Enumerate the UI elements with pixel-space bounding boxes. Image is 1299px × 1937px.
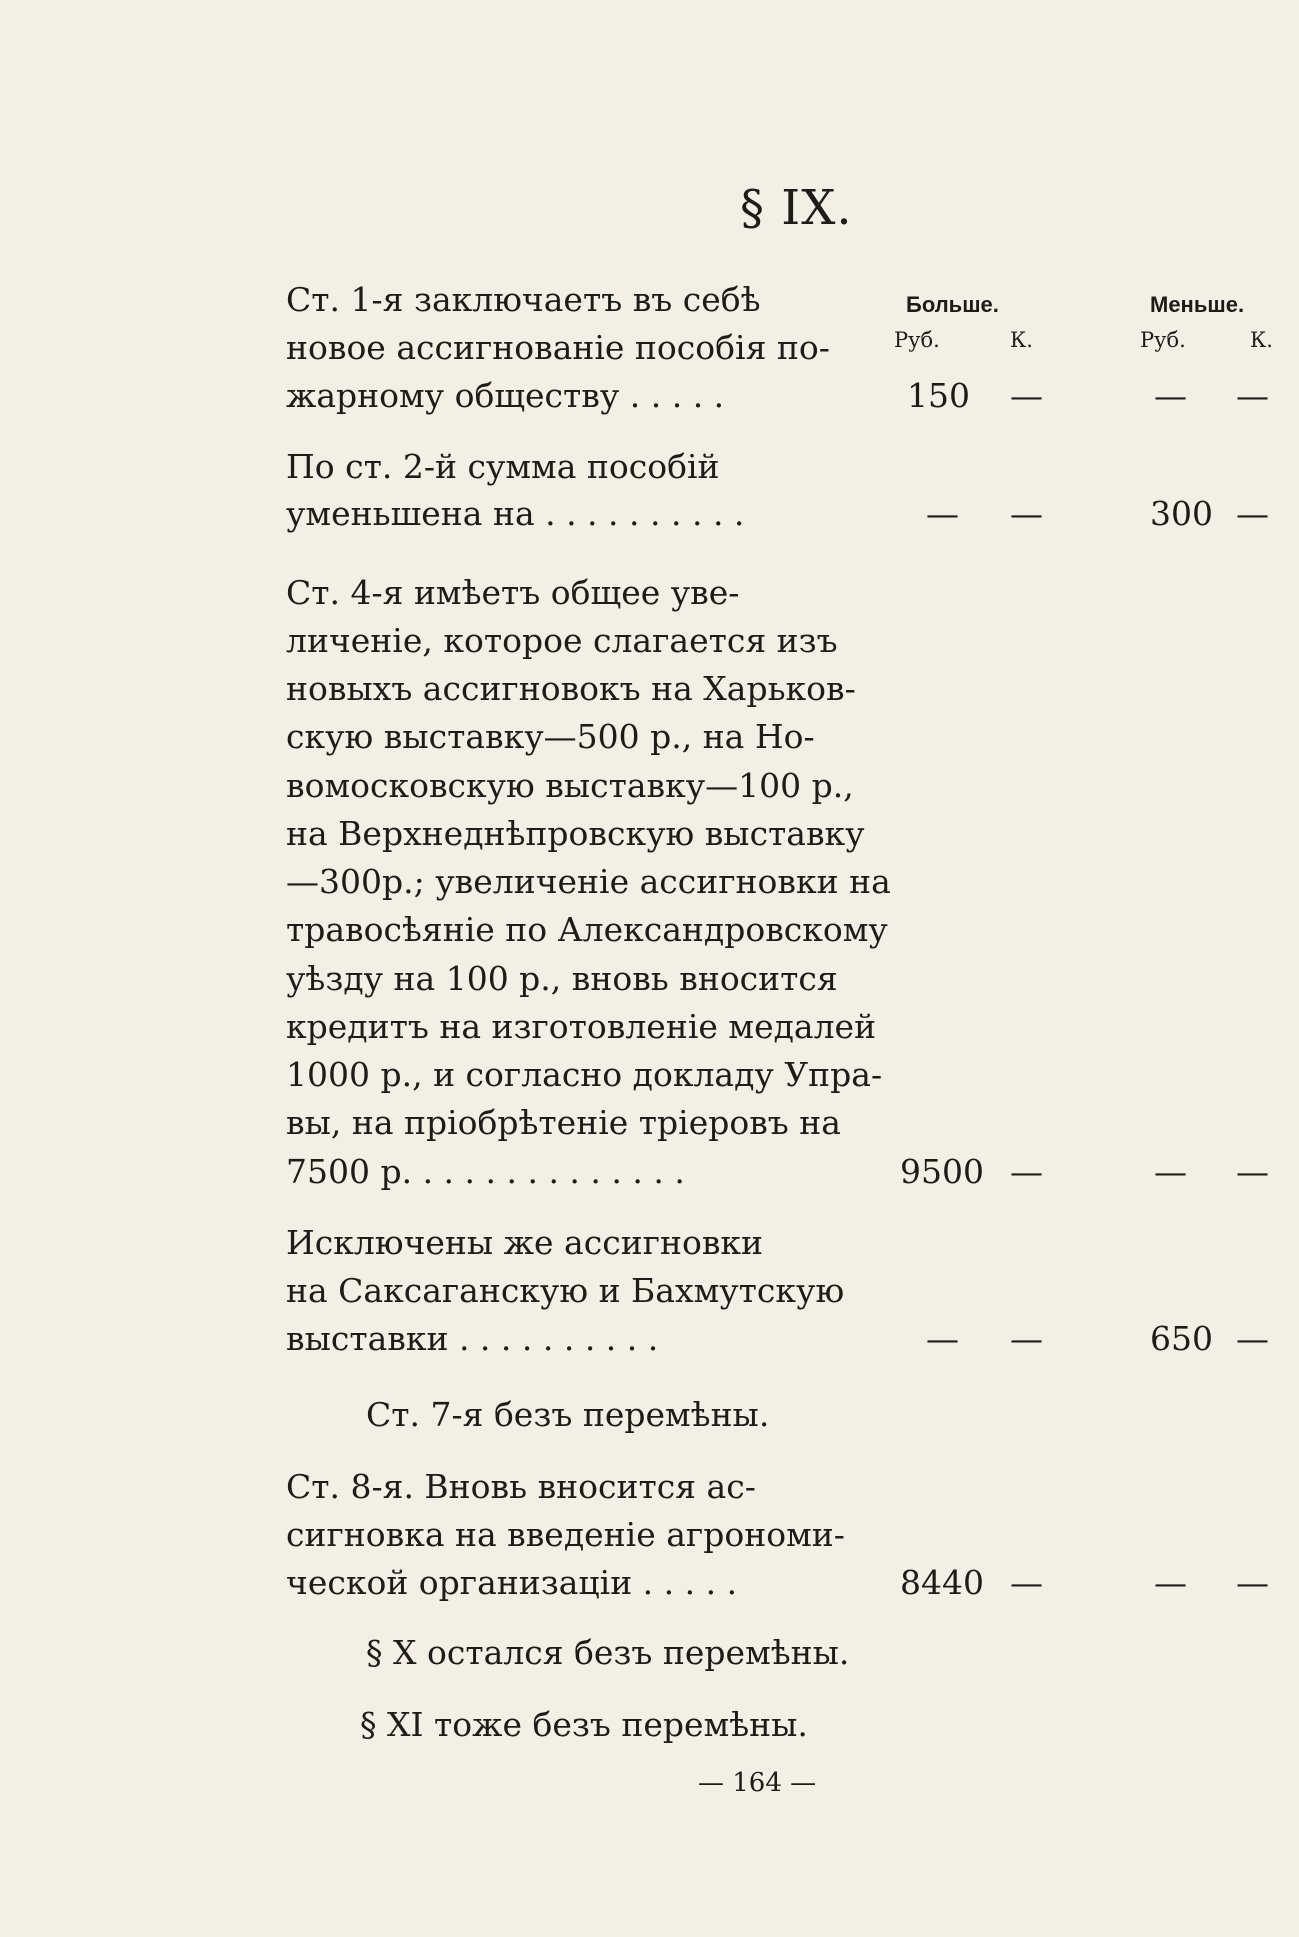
text-line: 1000 р., и согласно докладу Упра- <box>286 1055 883 1094</box>
text-line: —300р.; увеличеніе ассигновки на <box>286 862 891 901</box>
header-more: Больше. <box>906 292 999 317</box>
more-kop-value: — <box>1010 1563 1043 1602</box>
text-line: на Верхнеднѣпровскую выставку <box>286 814 865 853</box>
less-rub-value: — <box>1154 1152 1187 1191</box>
text-line: сигновка на введеніе агрономи- <box>286 1515 845 1554</box>
less-rub-value: — <box>1154 376 1187 415</box>
page-number: — 164 — <box>698 1768 817 1798</box>
text-line: уѣзду на 100 р., вновь вносится <box>286 959 838 998</box>
more-kop-value: — <box>1010 1319 1043 1358</box>
less-kop-value: — <box>1236 1319 1269 1358</box>
section-title: § IX. <box>740 180 853 236</box>
more-rub-value: 8440 <box>900 1563 984 1602</box>
text-line: По ст. 2-й сумма пособій <box>286 447 720 486</box>
text-line: 7500 р. . . . . . . . . . . . . . <box>286 1152 685 1191</box>
text-line: новыхъ ассигновокъ на Харьков- <box>286 669 856 708</box>
text-line: § XI тоже безъ перемѣны. <box>360 1705 808 1744</box>
less-rub-value: 300 <box>1150 494 1213 533</box>
less-kop-value: — <box>1236 1152 1269 1191</box>
text-line: на Саксаганскую и Бахмутскую <box>286 1271 845 1310</box>
more-kop-value: — <box>1010 1152 1043 1191</box>
less-kop-value: — <box>1236 376 1269 415</box>
text-line: Исключены же ассигновки <box>286 1223 764 1262</box>
less-rub-value: — <box>1154 1563 1187 1602</box>
text-line: травосѣяніе по Александровскому <box>286 910 888 949</box>
text-line: вы, на пріобрѣтеніе тріеровъ на <box>286 1103 841 1142</box>
less-rub-value: 650 <box>1150 1319 1213 1358</box>
text-line: ческой организаціи . . . . . <box>286 1563 738 1602</box>
text-line: уменьшена на . . . . . . . . . . <box>286 494 745 533</box>
text-line: § X остался безъ перемѣны. <box>366 1633 850 1672</box>
less-kop-value: — <box>1236 494 1269 533</box>
text-line: скую выставку—500 р., на Но- <box>286 717 815 756</box>
text-line: Ст. 4-я имѣетъ общее уве- <box>286 573 740 612</box>
text-line: новое ассигнованіе пособія по- <box>286 328 830 367</box>
text-line: жарному обществу . . . . . <box>286 376 725 415</box>
text-line: кредитъ на изготовленіе медалей <box>286 1007 877 1046</box>
text-line: Ст. 1-я заключаетъ въ себѣ <box>286 280 761 319</box>
more-rub-value: — <box>926 494 959 533</box>
text-line: выставки . . . . . . . . . . <box>286 1319 659 1358</box>
text-line: Ст. 7-я безъ перемѣны. <box>366 1395 770 1434</box>
text-line: Ст. 8-я. Вновь вносится ас- <box>286 1467 756 1506</box>
more-rub-value: 150 <box>907 376 970 415</box>
text-line: личеніе, которое слагается изъ <box>286 621 838 660</box>
more-kop-value: — <box>1010 376 1043 415</box>
text-line: вомосковскую выставку—100 р., <box>286 766 854 805</box>
header-more-kop: К. <box>1010 328 1033 352</box>
header-less: Меньше. <box>1150 292 1245 317</box>
header-less-kop: К. <box>1250 328 1273 352</box>
less-kop-value: — <box>1236 1563 1269 1602</box>
more-rub-value: — <box>926 1319 959 1358</box>
header-more-rub: Руб. <box>894 328 940 352</box>
more-kop-value: — <box>1010 494 1043 533</box>
more-rub-value: 9500 <box>900 1152 984 1191</box>
header-less-rub: Руб. <box>1140 328 1186 352</box>
